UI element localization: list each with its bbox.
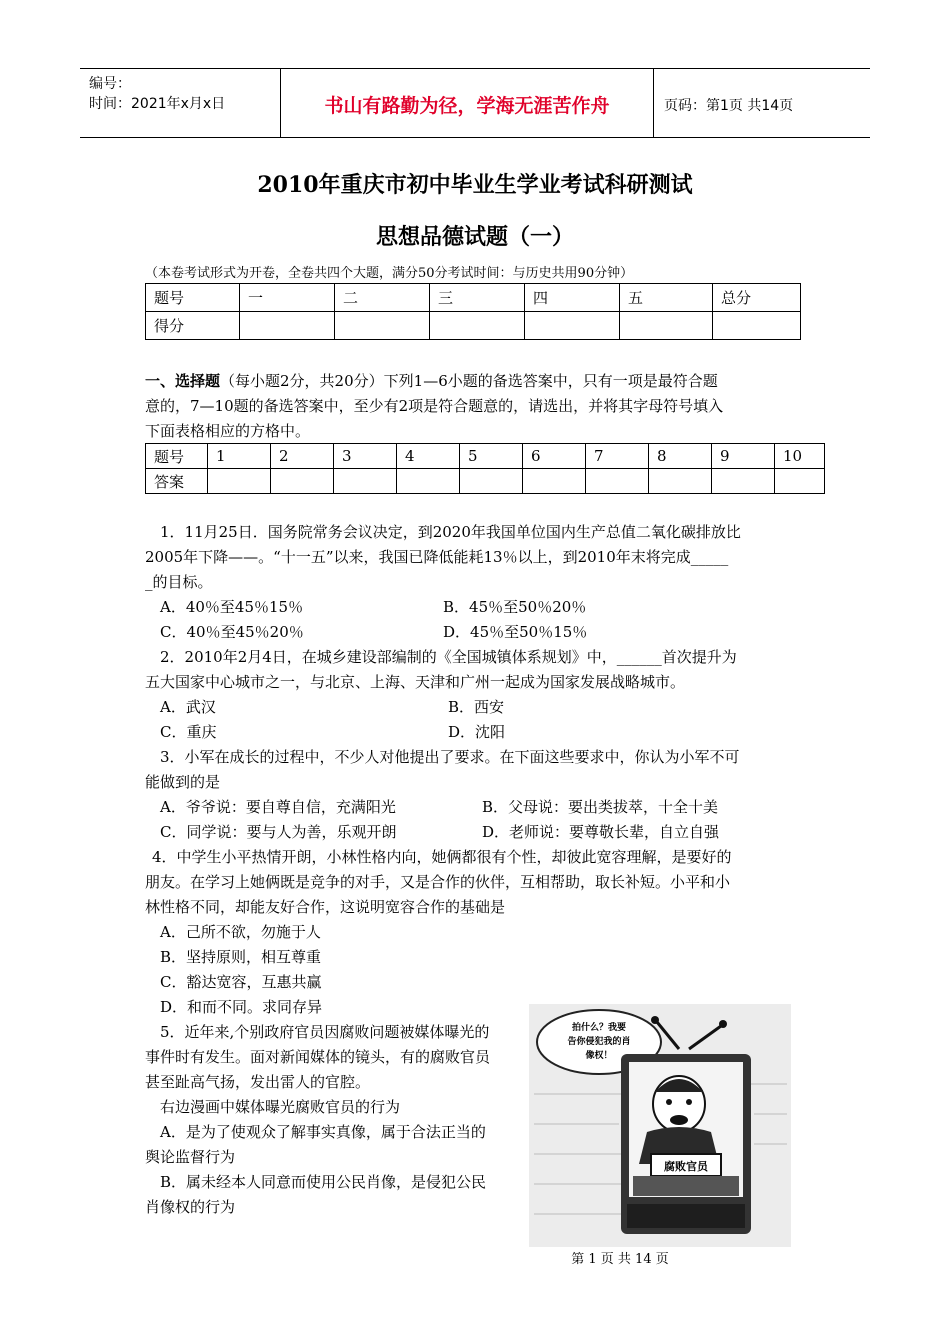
speech-line-1: 拍什么？我要 (571, 1023, 627, 1033)
table-cell (334, 469, 397, 494)
question-2-option-a: A．武汉 (160, 698, 216, 716)
table-cell (523, 469, 586, 494)
page-footer: 第 1 页 共 14 页 (571, 1252, 669, 1267)
question-4-text: 朋友。在学习上她俩既是竞争的对手，又是合作的伙伴，互相帮助，取长补短。小平和小 (145, 873, 731, 891)
page-title: 2010年重庆市初中毕业生学业考试科研测试 (257, 172, 693, 198)
table-cell (208, 469, 271, 494)
section-heading: 一、选择题 (145, 372, 221, 390)
question-4-option-c: C．豁达宽容，互惠共赢 (160, 973, 322, 991)
question-4-text: 林性格不同，却能友好合作，这说明宽容合作的基础是 (145, 898, 506, 916)
question-3-text: 能做到的是 (145, 773, 221, 791)
question-5-text: 事件时有发生。面对新闻媒体的镜头，有的腐败官员 (145, 1048, 491, 1066)
table-cell: 3 (334, 444, 397, 469)
table-cell (713, 312, 801, 340)
table-cell (460, 469, 523, 494)
motto: 书山有路勤为径，学海无涯苦作舟 (324, 95, 610, 117)
question-4-text: 4．中学生小平热情开朗，小林性格内向，她俩都很有个性，却彼此宽容理解，是要好的 (152, 848, 732, 866)
question-1-option-b: B．45％至50％20％ (443, 598, 587, 616)
question-5-text: 甚至趾高气扬，发出雷人的官腔。 (145, 1073, 371, 1091)
table-cell (620, 312, 713, 340)
table-cell: 8 (649, 444, 712, 469)
answer-table (145, 443, 825, 494)
question-5-option-a: 舆论监督行为 (145, 1148, 236, 1166)
exam-note: （本卷考试形式为开卷，全卷共四个大题，满分50分考试时间：与历史共用90分钟） (145, 266, 634, 281)
question-5-option-a: A．是为了使观众了解事实真像，属于合法正当的 (160, 1123, 486, 1141)
section-instructions (145, 369, 718, 393)
page-header (80, 68, 870, 138)
table-cell (240, 312, 335, 340)
header-motto-cell (281, 69, 654, 137)
question-3-text: 3．小军在成长的过程中，不少人对他提出了要求。在下面这些要求中，你认为小军不可 (160, 748, 740, 766)
table-cell (649, 469, 712, 494)
section-text: （每小题2分，共20分）下列1—6小题的备选答案中，只有一项是最符合题 (220, 372, 718, 390)
table-cell (397, 469, 460, 494)
table-cell: 一 (240, 284, 335, 312)
question-1-text: 2005年下降——。“十一五”以来，我国已降低能耗13％以上，到2010年末将完成_____ (145, 548, 729, 566)
table-cell: 2 (271, 444, 334, 469)
question-5-text: 5．近年来,个别政府官员因腐败问题被媒体曝光的 (160, 1023, 490, 1041)
question-1-option-c: C．40％至45％20％ (160, 623, 304, 641)
table-cell: 4 (397, 444, 460, 469)
question-1-text: 1．11月25日．国务院常务会议决定，到2020年我国单位国内生产总值二氧化碳排放比 (160, 523, 741, 541)
header-page-cell (654, 69, 870, 137)
question-3-option-c: C．同学说：要与人为善，乐观开朗 (160, 823, 397, 841)
table-cell: 9 (712, 444, 775, 469)
table-cell (525, 312, 620, 340)
table-cell: 总分 (713, 284, 801, 312)
table-cell: 得分 (146, 312, 240, 340)
section-text: 下面表格相应的方格中。 (145, 422, 311, 440)
question-1-option-d: D．45％至50％15％ (443, 623, 588, 641)
question-5-option-b: 肖像权的行为 (145, 1198, 236, 1216)
table-cell: 题号 (146, 444, 208, 469)
table-cell: 1 (208, 444, 271, 469)
section-text: 意的，7—10题的备选答案中，至少有2项是符合题意的，请选出，并将其字母符号填入 (145, 397, 724, 415)
question-2-option-c: C．重庆 (160, 723, 217, 741)
question-3-option-b: B．父母说：要出类拔萃，十全十美 (482, 798, 719, 816)
question-2-option-d: D．沈阳 (448, 723, 506, 741)
question-3-option-d: D．老师说：要尊敬长辈，自立自强 (482, 823, 720, 841)
table-cell: 题号 (146, 284, 240, 312)
question-2-option-b: B．西安 (448, 698, 505, 716)
question-1-option-a: A．40％至45％15％ (160, 598, 304, 616)
table-cell: 6 (523, 444, 586, 469)
question-4-option-b: B．坚持原则，相互尊重 (160, 948, 322, 966)
table-cell (712, 469, 775, 494)
speech-line-3: 像权！ (585, 1051, 613, 1061)
date-label: 时间：2021年x月x日 (89, 96, 226, 112)
table-cell: 10 (775, 444, 825, 469)
table-cell: 三 (430, 284, 525, 312)
score-table (145, 283, 801, 340)
question-2-text: 五大国家中心城市之一，与北京、上海、天津和广州一起成为国家发展战略城市。 (145, 673, 686, 691)
code-label: 编号： (89, 76, 131, 92)
table-cell (271, 469, 334, 494)
table-cell: 五 (620, 284, 713, 312)
table-cell (335, 312, 430, 340)
page-code: 页码：第1页 共14页 (664, 98, 794, 114)
question-4-option-a: A．己所不欲，勿施于人 (160, 923, 321, 941)
table-cell (586, 469, 649, 494)
nameplate-text: 腐败官员 (664, 1160, 708, 1173)
question-4-option-d: D．和而不同。求同存异 (160, 998, 323, 1016)
table-row (146, 444, 825, 469)
question-1-text: _的目标。 (145, 573, 213, 591)
table-cell: 7 (586, 444, 649, 469)
table-row (146, 284, 801, 312)
cartoon-illustration (529, 1004, 791, 1247)
table-cell (775, 469, 825, 494)
question-2-text: 2．2010年2月4日，在城乡建设部编制的《全国城镇体系规划》中，______首次提升为 (160, 648, 737, 666)
question-3-option-a: A．爷爷说：要自尊自信，充满阳光 (160, 798, 396, 816)
table-cell: 答案 (146, 469, 208, 494)
page-subtitle: 思想品德试题（一） (375, 224, 574, 250)
table-cell: 5 (460, 444, 523, 469)
table-row (146, 312, 801, 340)
question-5-text: 右边漫画中媒体曝光腐败官员的行为 (160, 1098, 401, 1116)
speech-line-2: 告你侵犯我的肖 (567, 1037, 631, 1047)
question-5-option-b: B．属未经本人同意而使用公民肖像，是侵犯公民 (160, 1173, 487, 1191)
table-row (146, 469, 825, 494)
table-cell: 二 (335, 284, 430, 312)
table-cell: 四 (525, 284, 620, 312)
table-cell (430, 312, 525, 340)
header-meta (80, 69, 281, 137)
